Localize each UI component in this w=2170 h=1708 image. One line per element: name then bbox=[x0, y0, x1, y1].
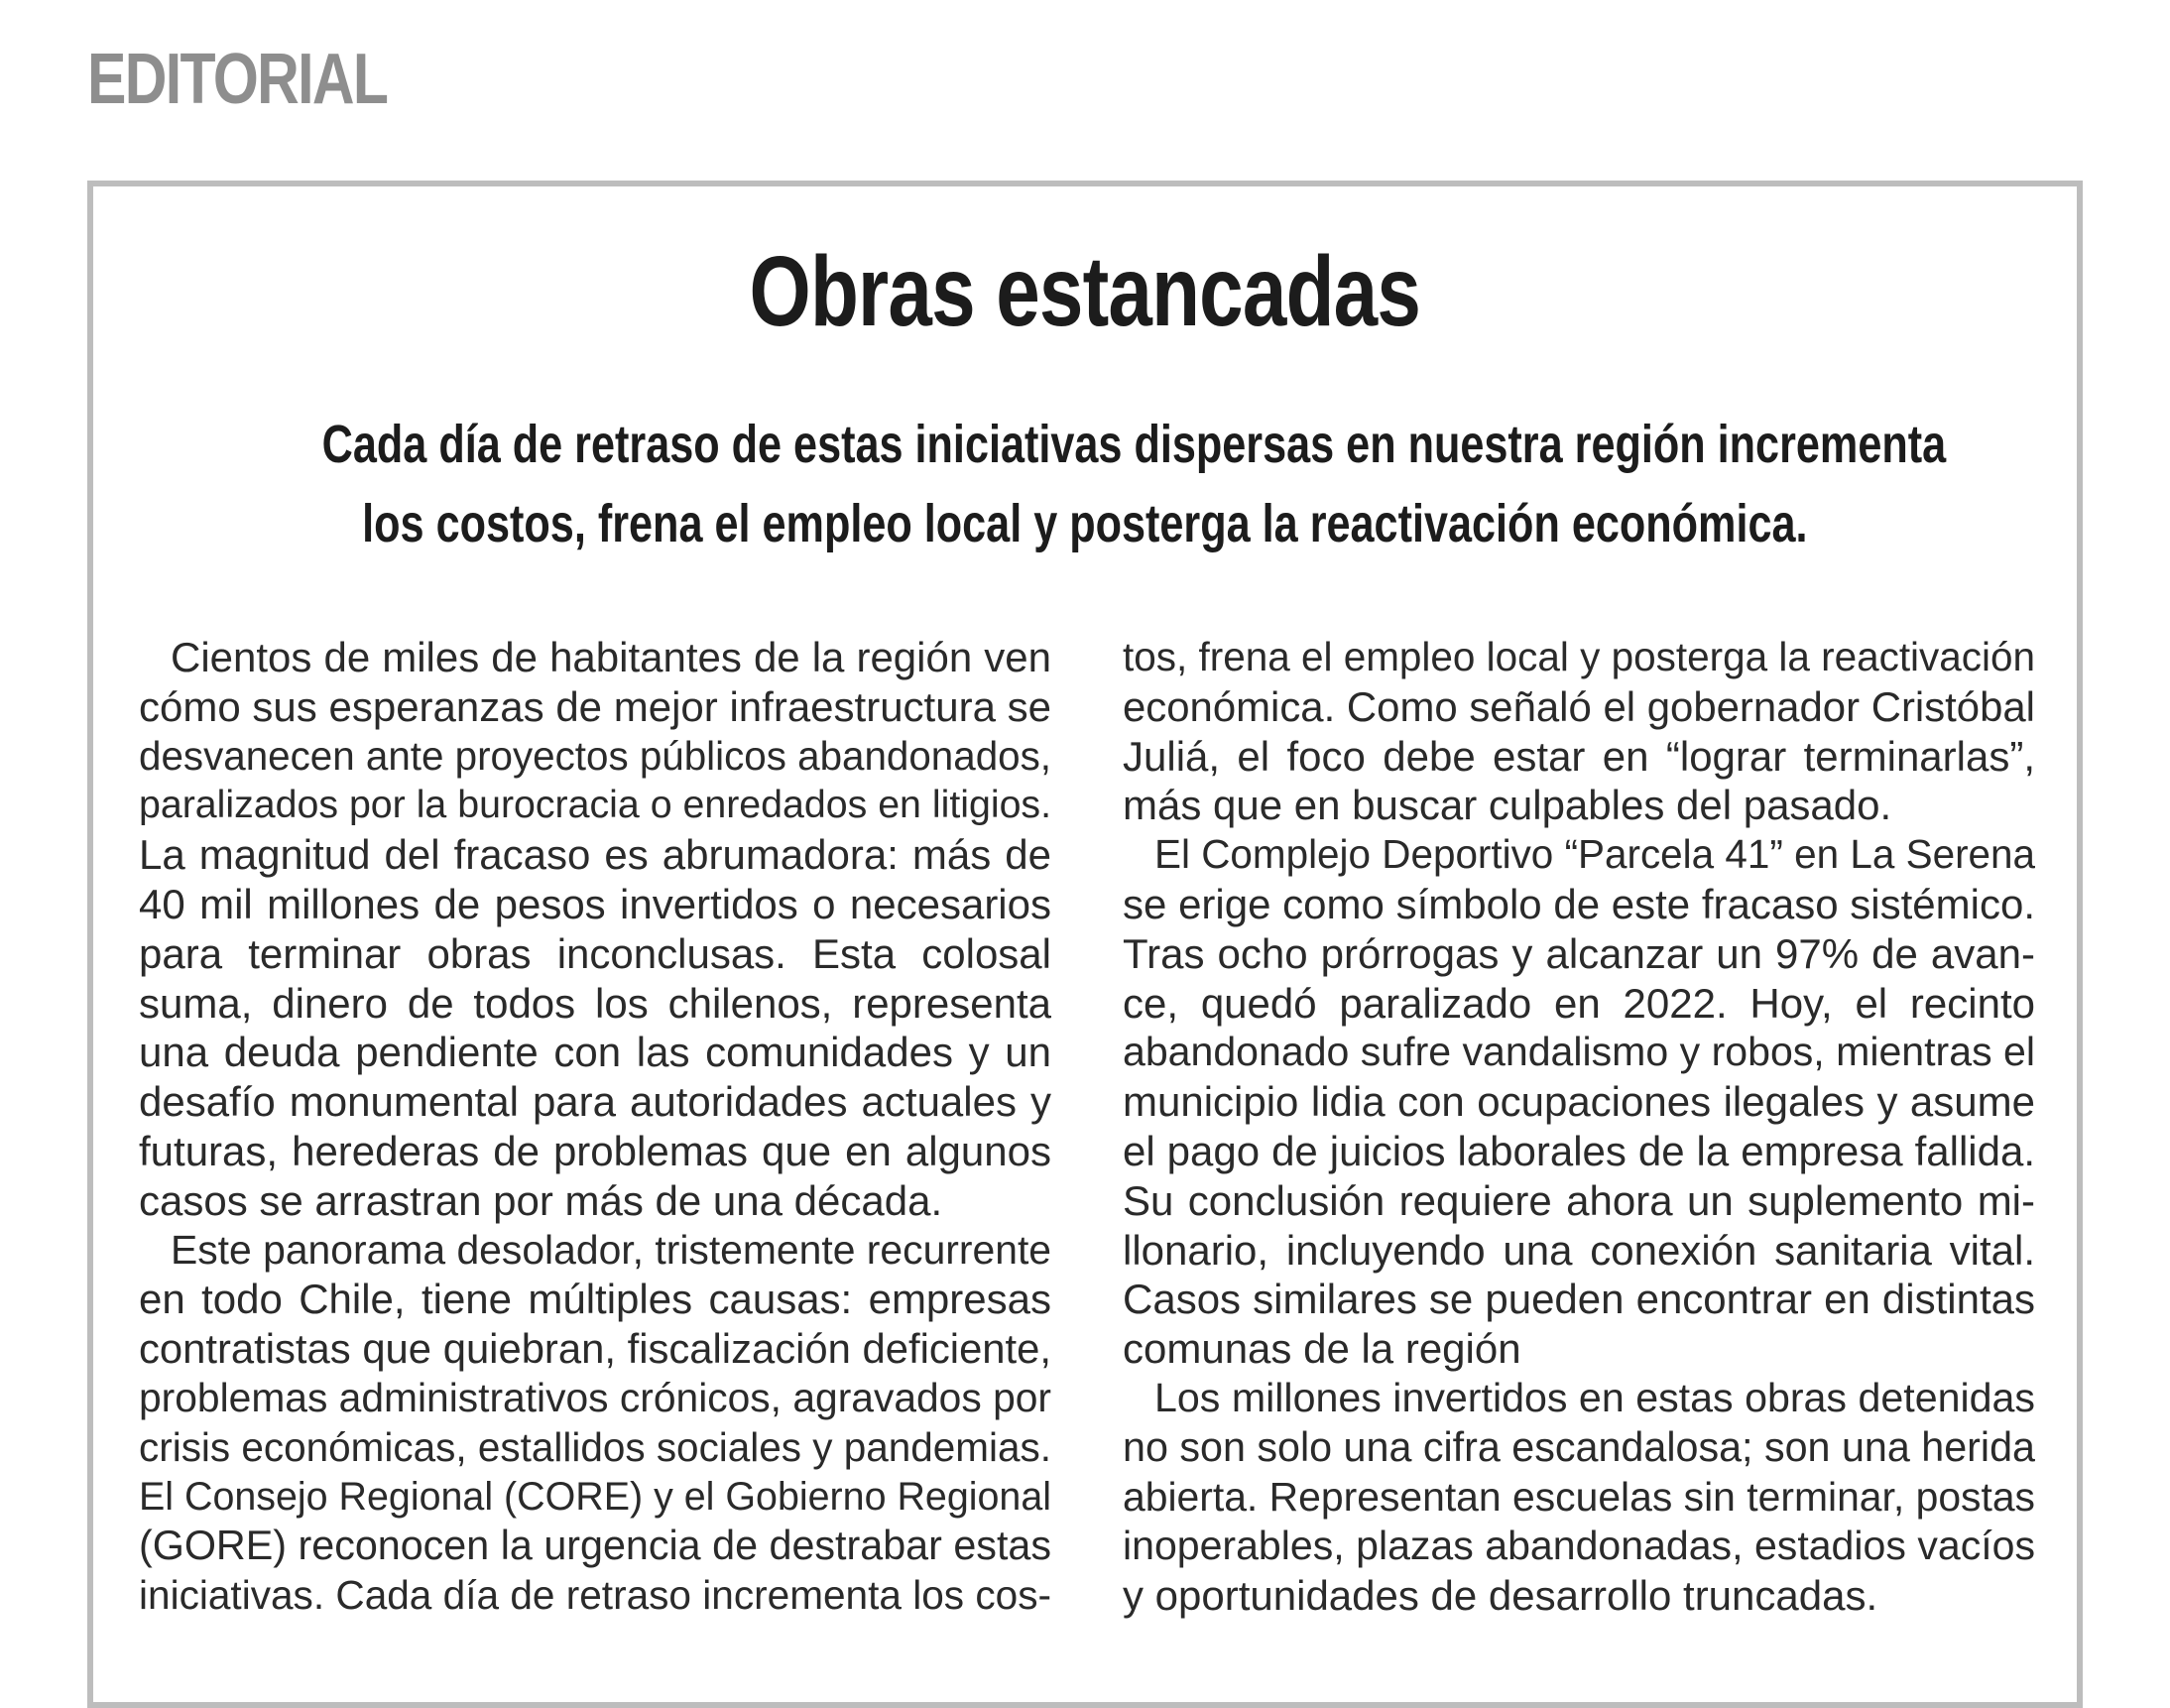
body-line: suma, dinero de todos los chilenos, representa bbox=[139, 979, 1051, 1027]
body-line: comunas de la región bbox=[1123, 1325, 1521, 1373]
body-line: el pago de juicios laborales de la empresa fallida. bbox=[1123, 1127, 2035, 1174]
body-line: no son solo una cifra escandalosa; son una herida bbox=[1123, 1423, 2035, 1470]
deck-line-text: los costos, frena el empleo local y posterga la reactivación económica. bbox=[362, 494, 1808, 553]
body-line: La magnitud del fracaso es abrumadora: más de bbox=[139, 831, 1051, 879]
body-line: (GORE) reconocen la urgencia de destrabar estas bbox=[139, 1523, 1051, 1569]
deck-line bbox=[119, 405, 2051, 484]
body-line: contratistas que quiebran, fiscalización deficiente, bbox=[139, 1325, 1051, 1373]
body-line: Juliá, el foco debe estar en “lograr terminarlas”, bbox=[1123, 732, 2035, 780]
deck-line-text: Cada día de retraso de estas iniciativas dispersas en nuestra región incrementa bbox=[321, 415, 1947, 474]
body-line: crisis económicas, estallidos sociales y pandemias. bbox=[139, 1423, 1051, 1470]
body-line: Los millones invertidos en estas obras detenidas bbox=[1154, 1374, 2035, 1420]
body-line: Este panorama desolador, tristemente recurrente bbox=[171, 1226, 1052, 1273]
body-line: cómo sus esperanzas de mejor infraestructura se bbox=[139, 682, 1051, 730]
deck-line bbox=[119, 484, 2051, 563]
body-line: Tras ocho prórrogas y alcanzar un 97% de avan- bbox=[1123, 929, 2035, 977]
body-line: una deuda pendiente con las comunidades y un bbox=[139, 1029, 1051, 1076]
body-line: Su conclusión requiere ahora un suplemento mi- bbox=[1123, 1176, 2035, 1224]
headline-text: Obras estancadas bbox=[749, 236, 1421, 347]
body-line: llonario, incluyendo una conexión sanitaria vital. bbox=[1123, 1226, 2035, 1274]
body-line: tos, frena el empleo local y posterga la reactivación bbox=[1123, 634, 2036, 679]
body-line: futuras, herederas de problemas que en algunos bbox=[139, 1127, 1051, 1174]
body-line: casos se arrastran por más de una década. bbox=[139, 1176, 943, 1224]
body-line: ce, quedó paralizado en 2022. Hoy, el recinto bbox=[1123, 979, 2035, 1027]
body-line: Casos similares se pueden encontrar en distintas bbox=[1123, 1276, 2035, 1323]
body-line: Cientos de miles de habitantes de la región ven bbox=[171, 634, 1051, 680]
body-column-right bbox=[1123, 633, 2035, 1621]
section-label: EDITORIAL bbox=[87, 40, 388, 119]
body-line: iniciativas. Cada día de retraso incrementa los cos- bbox=[139, 1572, 1051, 1619]
body-line: problemas administrativos crónicos, agravados por bbox=[139, 1374, 1051, 1420]
body-line: abierta. Representan escuelas sin terminar, postas bbox=[1123, 1473, 2035, 1520]
body-line: El Complejo Deportivo “Parcela 41” en La Serena bbox=[1154, 831, 2035, 878]
body-line: económica. Como señaló el gobernador Cristóbal bbox=[1123, 682, 2035, 730]
body-line: 40 mil millones de pesos invertidos o necesarios bbox=[139, 880, 1051, 927]
body-line: en todo Chile, tiene múltiples causas: empresas bbox=[139, 1276, 1051, 1323]
body-column-left bbox=[139, 633, 1051, 1621]
body-line: más que en buscar culpables del pasado. bbox=[1123, 782, 1892, 829]
headline bbox=[87, 236, 2083, 347]
body-line: inoperables, plazas abandonadas, estadios vacíos bbox=[1123, 1523, 2035, 1569]
body-line: abandonado sufre vandalismo y robos, mientras el bbox=[1123, 1029, 2035, 1075]
deck bbox=[119, 405, 2051, 563]
body-line: desvanecen ante proyectos públicos abandonados, bbox=[139, 732, 1051, 779]
body-line: y oportunidades de desarrollo truncadas. bbox=[1123, 1572, 1878, 1620]
body-line: El Consejo Regional (CORE) y el Gobierno Regional bbox=[139, 1474, 1051, 1519]
body-line: paralizados por la burocracia o enredados en litigios. bbox=[139, 783, 1051, 827]
body-line: desafío monumental para autoridades actuales y bbox=[139, 1078, 1051, 1126]
body-line: para terminar obras inconclusas. Esta colosal bbox=[139, 929, 1051, 977]
body-line: se erige como símbolo de este fracaso sistémico. bbox=[1123, 880, 2035, 927]
body-line: municipio lidia con ocupaciones ilegales y asume bbox=[1123, 1078, 2035, 1126]
